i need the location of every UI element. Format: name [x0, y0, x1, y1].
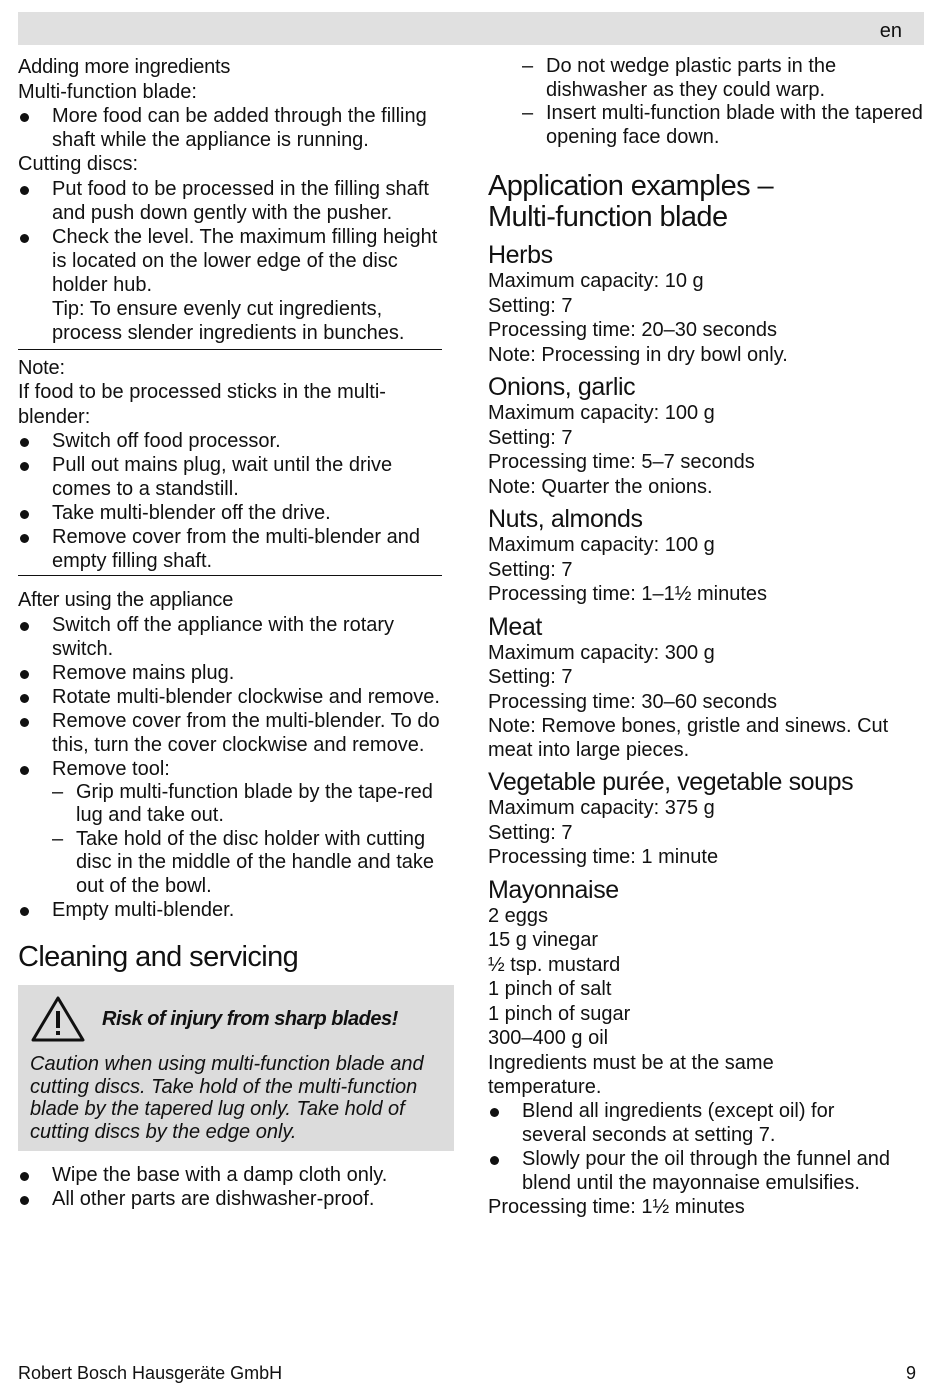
herbs-line: Processing time: 20–30 seconds [488, 319, 778, 341]
list-item: Switch off the appliance with the rotary switch. [18, 613, 454, 661]
note-intro: If food to be processed sticks in the multi-blender: [18, 381, 386, 428]
cleaning-title: Cleaning and servicing [18, 941, 299, 973]
meat-line: Maximum capacity: 300 g [488, 641, 715, 664]
language-label: en [879, 20, 902, 42]
nuts-title: Nuts, almonds [488, 505, 643, 533]
dash-item: – Insert multi-function blade with the tapered opening face down. [522, 102, 928, 149]
mayo-line: 1 pinch of sugar [488, 1002, 631, 1025]
list-item: More food can be added through the filling shaft while the appliance is running. [18, 104, 454, 152]
herbs-line: Setting: 7 [488, 294, 573, 317]
onions-line: Maximum capacity: 100 g [488, 402, 715, 424]
tip-label: Tip: [52, 297, 85, 320]
mayo-line: 2 eggs [488, 904, 549, 927]
left-column [18, 55, 454, 1211]
tip [18, 297, 454, 345]
note-box [18, 349, 442, 577]
warning-triangle-icon [30, 995, 86, 1043]
cutting-discs-label: Cutting discs: [18, 153, 139, 175]
after-title: After using the appliance [18, 589, 234, 611]
mayo-title: Mayonnaise [488, 875, 619, 904]
multi-function-label: Multi-function blade: [18, 80, 197, 103]
list-item: Put food to be processed in the filling shaft and push down gently with the pusher. [18, 177, 454, 225]
dash-item: – Take hold of the disc holder with cutting disc in the middle of the handle and take out of the bowl. [52, 828, 454, 899]
mayo-final: Processing time: 1½ minutes [488, 1195, 745, 1218]
meat-line: Note: Remove bones, gristle and sinews. Cut meat into large pieces. [488, 715, 889, 761]
list-item: All other parts are dishwasher-proof. [18, 1187, 454, 1211]
list-item: Remove cover from the multi-blender and empty filling shaft. [18, 525, 442, 573]
meat-line: Processing time: 30–60 seconds [488, 690, 778, 713]
onions-line: Setting: 7 [488, 426, 573, 449]
tip-text: To ensure evenly cut ingredients, process slender ingredients in bunches. [52, 297, 405, 344]
herbs-line: Note: Processing in dry bowl only. [488, 343, 788, 366]
mayo-line: 15 g vinegar [488, 929, 599, 951]
onions-line: Note: Quarter the onions. [488, 475, 713, 498]
list-item: Pull out mains plug, wait until the drive comes to a standstill. [18, 453, 442, 501]
application-title: Application examples – Multi-function blade [488, 170, 774, 233]
list-item: Wipe the base with a damp cloth only. [18, 1163, 454, 1187]
warning-box [18, 985, 454, 1151]
mayo-line: ½ tsp. mustard [488, 953, 621, 976]
meat-title: Meat [488, 612, 542, 641]
mayo-line: Ingredients must be at the same temperature. [488, 1051, 774, 1098]
mayo-line: 1 pinch of salt [488, 978, 612, 1000]
footer-company: Robert Bosch Hausgeräte GmbH [18, 1363, 283, 1383]
list-item: Rotate multi-blender clockwise and remove. [18, 685, 454, 709]
list-item: Switch off food processor. [18, 429, 442, 453]
mayo-line: 300–400 g oil [488, 1027, 609, 1049]
list-item: Slowly pour the oil through the funnel and blend until the mayonnaise emulsifies. [488, 1147, 928, 1195]
list-item: Remove mains plug. [18, 661, 454, 685]
dash-item: – Do not wedge plastic parts in the dishwasher as they could warp. [522, 55, 928, 102]
dash-item: – Grip multi-function blade by the tape-red lug and take out. [52, 781, 454, 828]
warning-title: Risk of injury from sharp blades! [102, 1007, 398, 1030]
veg-title: Vegetable purée, vegetable soups [488, 768, 854, 796]
list-item: Blend all ingredients (except oil) for several seconds at setting 7. [488, 1099, 842, 1147]
page-number: 9 [905, 1363, 916, 1383]
list-item: Remove tool: [18, 757, 454, 781]
list-item: Check the level. The maximum filling height is located on the lower edge of the disc holder hub. [18, 225, 454, 297]
herbs-title: Herbs [488, 241, 553, 269]
nuts-line: Maximum capacity: 100 g [488, 534, 715, 556]
onions-line: Processing time: 5–7 seconds [488, 451, 755, 473]
onions-title: Onions, garlic [488, 373, 636, 401]
warning-header [30, 995, 442, 1043]
veg-line: Processing time: 1 minute [488, 846, 719, 868]
adding-title: Adding more ingredients [18, 56, 231, 78]
list-item: Take multi-blender off the drive. [18, 501, 442, 525]
header-bar [18, 12, 924, 45]
meat-line: Setting: 7 [488, 666, 573, 688]
herbs-line: Maximum capacity: 10 g [488, 270, 704, 292]
list-item: Empty multi-blender. [18, 898, 454, 922]
nuts-line: Setting: 7 [488, 558, 573, 581]
list-item: Remove cover from the multi-blender. To do this, turn the cover clockwise and remove. [18, 709, 454, 757]
nuts-line: Processing time: 1–1½ minutes [488, 583, 768, 605]
veg-line: Maximum capacity: 375 g [488, 797, 715, 819]
warning-text: Caution when using multi-function blade and cutting discs. Take hold of the multi-function blade by the tapered lug only. Take hold of cutting discs by the edge only. [30, 1053, 424, 1143]
right-column [488, 55, 928, 1219]
veg-line: Setting: 7 [488, 821, 573, 844]
note-title: Note: [18, 356, 65, 379]
